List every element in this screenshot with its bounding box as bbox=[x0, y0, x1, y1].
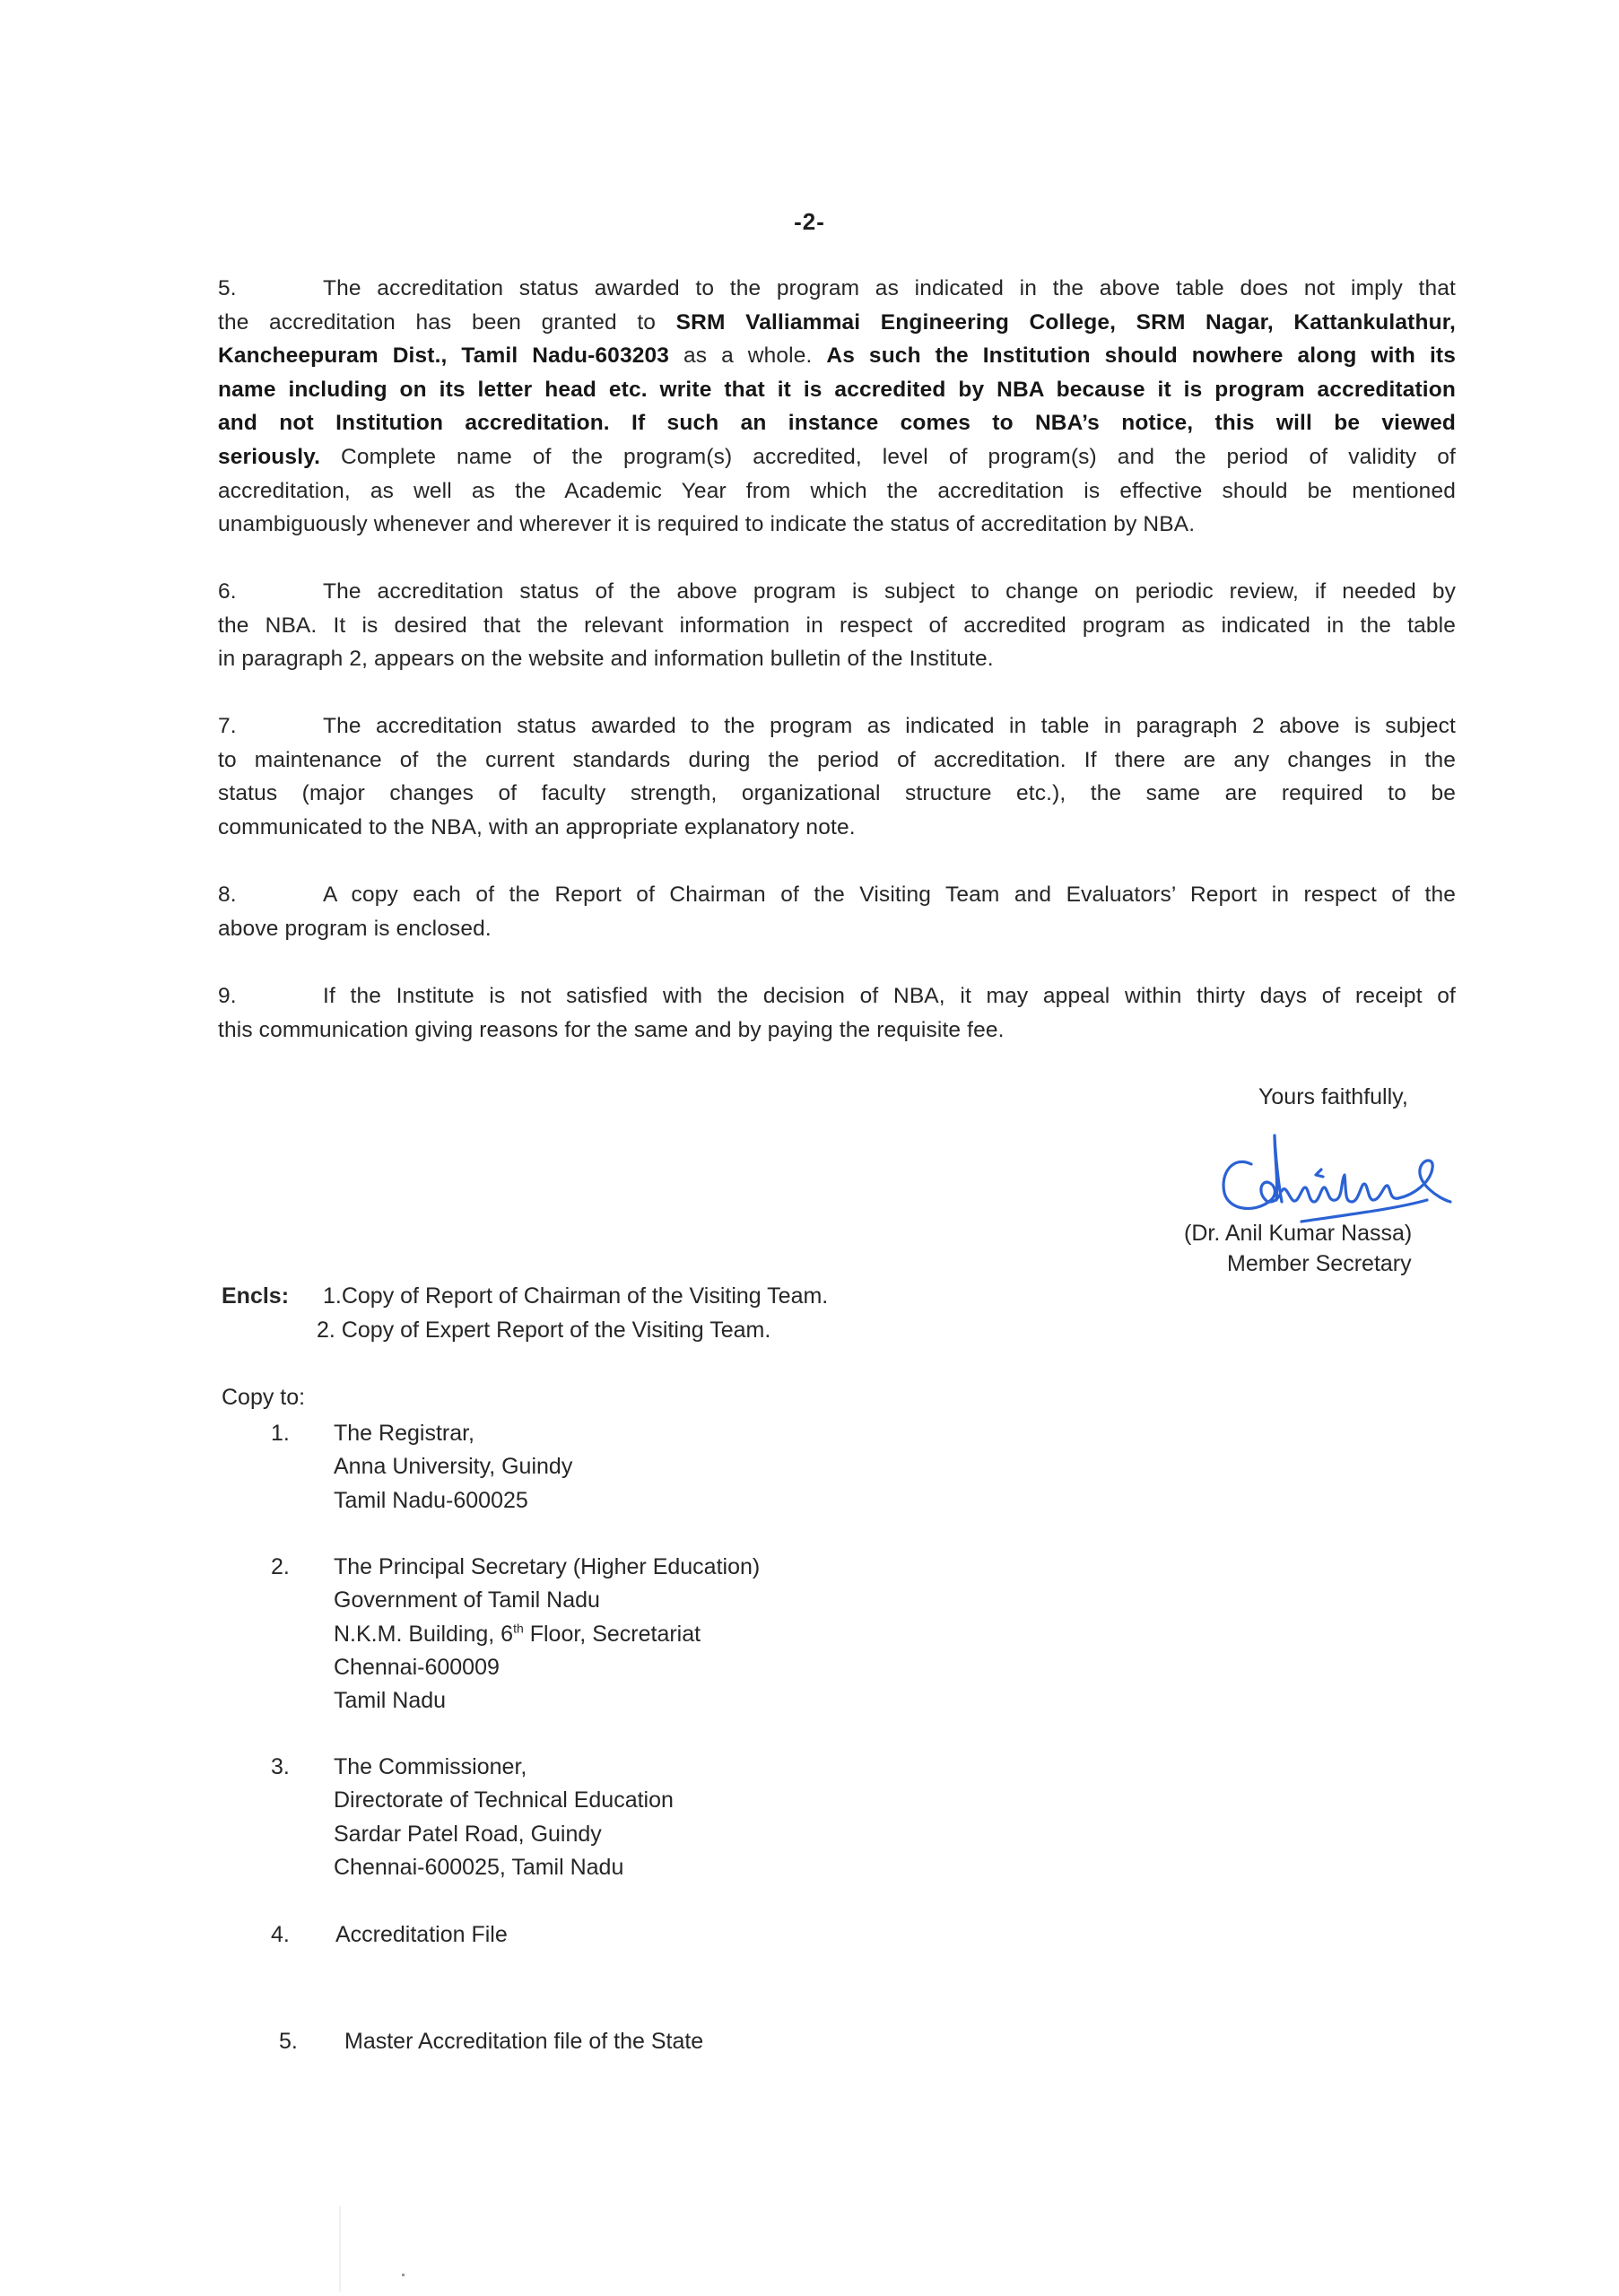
text: accreditation, as well as the Academic Year from which the accreditation is effective should be mentioned bbox=[218, 478, 1456, 503]
address-line: Anna University, Guindy bbox=[334, 1454, 573, 1480]
paragraph-line bbox=[218, 777, 1456, 811]
text: The accreditation status of the above program is subject to change on periodic review, if needed by bbox=[323, 579, 1456, 604]
address-line: Accreditation File bbox=[335, 1922, 508, 1947]
enclosures-label: Encls: bbox=[222, 1283, 290, 1309]
address-line: Directorate of Technical Education bbox=[334, 1787, 674, 1813]
scan-speck bbox=[402, 2274, 405, 2276]
paragraph-line bbox=[218, 811, 1456, 845]
bold-text: SRM Valliammai Engineering College, SRM Nagar, Kattankulathur, bbox=[675, 309, 1456, 335]
paragraph-line bbox=[218, 744, 1456, 778]
text: The accreditation status awarded to the program as indicated in the above table does not imply that bbox=[323, 276, 1456, 300]
signature-stroke-loop bbox=[1223, 1161, 1280, 1208]
paragraph-line bbox=[218, 642, 1456, 676]
bold-text: and not Institution accreditation. If such an instance comes to NBA’s notice, this will be viewed bbox=[218, 411, 1456, 436]
paragraph-line bbox=[218, 979, 1456, 1013]
paragraph-6 bbox=[218, 575, 1456, 676]
paragraph-line bbox=[218, 272, 1456, 306]
paragraph-line bbox=[218, 912, 1456, 946]
scan-artifact bbox=[339, 2206, 341, 2292]
paragraph-number: 5. bbox=[218, 276, 237, 300]
text: unambiguously whenever and wherever it is required to indicate the status of accreditation by NBA. bbox=[218, 512, 1196, 537]
text: A copy each of the Report of Chairman of the Visiting Team and Evaluators’ Report in respect of the bbox=[323, 883, 1456, 907]
paragraph-5 bbox=[218, 272, 1456, 542]
address-line: Sardar Patel Road, Guindy bbox=[334, 1821, 602, 1847]
text: If the Institute is not satisfied with the decision of NBA, it may appeal within thirty days of receipt of bbox=[323, 984, 1456, 1008]
signature bbox=[1215, 1128, 1471, 1227]
paragraph-line bbox=[218, 306, 1456, 340]
paragraph-line bbox=[218, 709, 1456, 744]
text: Complete name of the program(s) accredited, level of program(s) and the period of validity of bbox=[320, 444, 1456, 469]
text: to maintenance of the current standards during the period of accreditation. If there are any changes in the bbox=[218, 747, 1456, 772]
superscript: th bbox=[513, 1621, 524, 1636]
recipient-number: 4. bbox=[271, 1922, 290, 1947]
paragraph-number: 6. bbox=[218, 579, 237, 604]
address-line: Master Accreditation file of the State bbox=[344, 2029, 704, 2054]
paragraph-line bbox=[218, 373, 1456, 407]
recipient-number: 3. bbox=[271, 1754, 290, 1779]
address-line: Chennai-600009 bbox=[334, 1654, 500, 1680]
address-line: The Registrar, bbox=[334, 1421, 475, 1446]
signature-stroke-body bbox=[1282, 1161, 1450, 1202]
paragraph-line bbox=[218, 575, 1456, 609]
recipient-number: 5. bbox=[279, 2029, 298, 2054]
paragraph-line bbox=[218, 878, 1456, 912]
copy-to-label: Copy to: bbox=[222, 1385, 306, 1410]
recipient-address bbox=[334, 1417, 572, 1518]
page-number: -2- bbox=[794, 208, 825, 235]
paragraph-7 bbox=[218, 709, 1456, 844]
address-line: Government of Tamil Nadu bbox=[334, 1587, 600, 1613]
paragraph-9 bbox=[218, 979, 1456, 1047]
recipient-number: 2. bbox=[271, 1554, 290, 1579]
text: in paragraph 2, appears on the website and information bulletin of the Institute. bbox=[218, 647, 994, 672]
address-line: N.K.M. Building, 6th Floor, Secretariat bbox=[334, 1621, 701, 1647]
paragraph-line bbox=[218, 609, 1456, 643]
paragraph-line bbox=[218, 474, 1456, 509]
address-line: Tamil Nadu bbox=[334, 1688, 447, 1714]
paragraph-line bbox=[218, 406, 1456, 440]
signatory-title: Member Secretary bbox=[1227, 1251, 1412, 1276]
bold-text: seriously. bbox=[218, 444, 321, 469]
paragraph-8 bbox=[218, 878, 1456, 945]
address-line: The Commissioner, bbox=[334, 1754, 527, 1779]
enclosure-item: 2. Copy of Expert Report of the Visiting Team. bbox=[317, 1318, 771, 1343]
text: the accreditation has been granted to bbox=[218, 309, 676, 335]
paragraph-number: 7. bbox=[218, 714, 237, 738]
text: the NBA. It is desired that the relevant information in respect of accredited program as indicated in the table bbox=[218, 613, 1456, 638]
paragraph-number: 9. bbox=[218, 984, 237, 1008]
address-line: Tamil Nadu-600025 bbox=[334, 1487, 528, 1513]
text: as a whole. bbox=[669, 344, 827, 369]
text: communicated to the NBA, with an appropriate explanatory note. bbox=[218, 814, 856, 839]
signature-stroke-accent bbox=[1316, 1170, 1323, 1177]
text: this communication giving reasons for the same and by paying the requisite fee. bbox=[218, 1017, 1005, 1042]
recipient-number: 1. bbox=[271, 1421, 290, 1446]
recipient-address bbox=[334, 1751, 674, 1884]
salutation: Yours faithfully, bbox=[1258, 1084, 1408, 1109]
paragraph-line bbox=[218, 1013, 1456, 1048]
paragraph-number: 8. bbox=[218, 883, 237, 907]
paragraph-line bbox=[218, 440, 1456, 474]
enclosure-item: 1.Copy of Report of Chairman of the Visiting Team. bbox=[323, 1283, 829, 1309]
bold-text: name including on its letter head etc. write that it is accredited by NBA because it is program accreditation bbox=[218, 377, 1456, 402]
recipient-address bbox=[344, 2025, 703, 2058]
text: status (major changes of faculty strength, organizational structure etc.), the same are required to be bbox=[218, 781, 1456, 806]
paragraph-line bbox=[218, 339, 1456, 373]
recipient-address bbox=[334, 1551, 760, 1718]
address-line: Chennai-600025, Tamil Nadu bbox=[334, 1854, 624, 1880]
address-line: The Principal Secretary (Higher Education) bbox=[334, 1554, 761, 1579]
paragraph-line bbox=[218, 508, 1456, 542]
recipient-address bbox=[335, 1918, 508, 1952]
bold-text: As such the Institution should nowhere along with its bbox=[826, 344, 1456, 369]
text: The accreditation status awarded to the program as indicated in table in paragraph 2 above is subject bbox=[323, 714, 1456, 738]
signatory-name: (Dr. Anil Kumar Nassa) bbox=[1184, 1221, 1413, 1246]
text: above program is enclosed. bbox=[218, 916, 492, 941]
bold-text: Kancheepuram Dist., Tamil Nadu-603203 bbox=[218, 344, 670, 369]
